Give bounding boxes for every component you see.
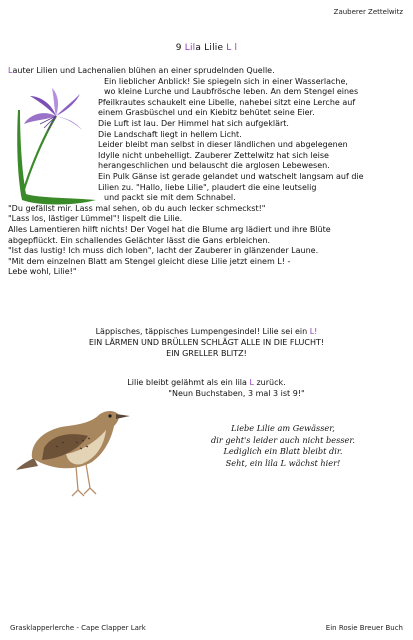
footer-bird-caption: Grasklapperlerche - Cape Clapper Lark (10, 624, 146, 632)
dialogue-line-7: Lebe wohl, Lilie!" (8, 267, 77, 277)
bird-legs (72, 464, 96, 496)
magic-chant (0, 326, 413, 359)
bird-eye (108, 414, 111, 417)
bird-tail (16, 458, 38, 470)
poem-line-3: Lediglich ein Blatt bleibt dir. (223, 446, 343, 457)
intro-line-11: Lilien zu. "Hallo, liebe Lilie", plaudert die eine leutselig (98, 182, 317, 192)
intro-line-7: Leider bleibt man selbst in dieser ländlichen und abgelegenen (98, 140, 348, 150)
dialogue-line-6: "Mit dem einzelnen Blatt am Stengel gleicht diese Lilie jetzt einem L! - (8, 256, 291, 266)
dialogue-line-2: "Lass los, lästiger Lümmel"! lispelt die Lilie. (8, 214, 183, 224)
footer-publisher: Ein Rosie Breuer Buch (325, 624, 403, 632)
intro-line-8: Idylle nicht unbehelligt. Zauberer Zettelwitz hat sich leise (98, 150, 329, 160)
title-highlight-li: Li (184, 43, 193, 53)
intro-line-5: Die Luft ist lau. Der Himmel hat sich aufgeklärt. (98, 118, 289, 128)
result-line-1: Lilie bleibt gelähmt als ein lila L zurück. (127, 378, 286, 387)
story-line-3: Alles Lamentieren hilft nichts! Der Vogel hat die Blume arg lädiert und ihre Blüte (8, 224, 331, 234)
header-book-title: Zauberer Zettelwitz (333, 8, 403, 16)
title-letter-pair: L l (226, 43, 238, 53)
bird-beak (116, 414, 130, 419)
drop-letter-l: L (8, 66, 13, 75)
result-highlight: L (249, 378, 254, 387)
chant-line-2: EIN LÄRMEN UND BRÜLLEN SCHLÄGT ALLE IN DIE FLUCHT! (88, 338, 325, 347)
intro-line-3: Pfeilkrautes schaukelt eine Libelle, nahebei sitzt eine Lerche auf (98, 97, 356, 107)
story-text (8, 66, 405, 278)
poem-line-4: Seht, ein lila L wächst hier! (225, 457, 341, 468)
story-line-4: abgepflückt. Ein schallendes Gelächter lässt die Gans erbleichen. (8, 235, 271, 245)
intro-line-9: herangeschlichen und belauscht die arglosen Lebewesen. (98, 161, 330, 171)
title-number: 9 (175, 43, 185, 53)
chant-highlight: L! (309, 327, 318, 336)
poem-line-1: Liebe Lilie am Gewässer, (231, 423, 335, 433)
intro-line-4: einem Grasbüschel und ein Kiebitz behütet seine Eier. (98, 108, 315, 118)
intro-line-0: Lauter Lilien und Lachenalien blühen an einer sprudelnden Quelle. (8, 66, 275, 75)
chant-line-3: EIN GRELLER BLITZ! (166, 349, 247, 358)
intro-line-6: Die Landschaft liegt in hellem Licht. (98, 129, 242, 139)
poem-line-2: dir geht's leider auch nicht besser. (211, 434, 355, 445)
intro-line-2: wo kleine Lurche und Laubfrösche leben. An dem Stengel eines (104, 87, 359, 97)
lark-illustration (16, 392, 132, 500)
intro-line-12: und packt sie mit dem Schnabel. (104, 193, 236, 203)
poem (168, 423, 398, 469)
result-line-2: "Neun Buchstaben, 3 mal 3 ist 9!" (168, 389, 305, 398)
intro-line-1: Ein lieblicher Anblick! Sie spiegeln sich in einer Wasserlache, (104, 76, 348, 86)
dialogue-line-5: "Ist das lustig! Ich muss dich loben", lacht der Zauberer in glänzender Laune. (8, 246, 319, 256)
title-highlight-l: l (192, 43, 196, 53)
chant-line-1: Läppisches, täppisches Lumpengesindel! Lilie sei ein (95, 327, 310, 336)
page-title (0, 43, 413, 53)
intro-line-10: Ein Pulk Gänse ist gerade gelandet und watschelt langsam auf die (98, 171, 364, 181)
dialogue-line-1: "Du gefällst mir. Lass mal sehen, ob du auch lecker schmeckst!" (8, 203, 266, 213)
title-rest: a Lilie (195, 43, 227, 53)
